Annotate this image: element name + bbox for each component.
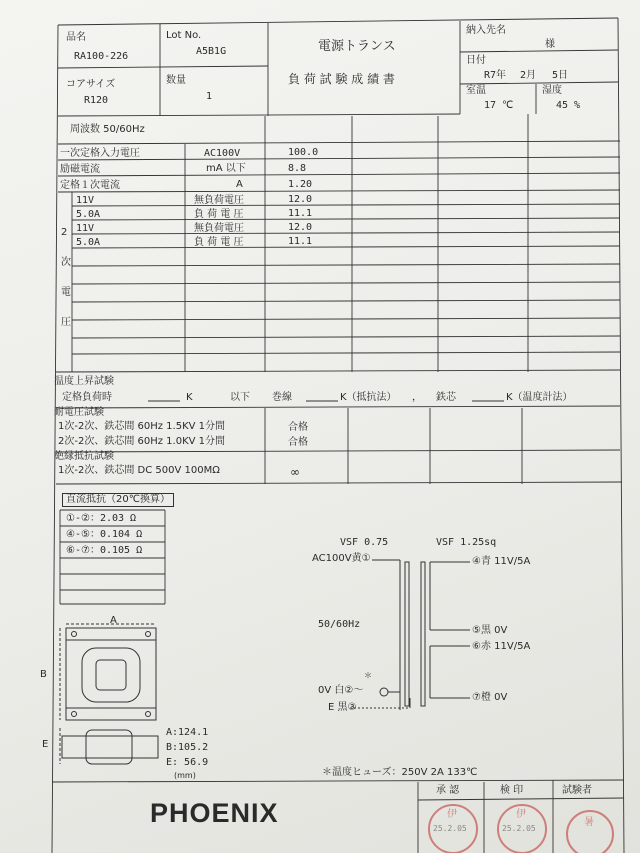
check-stamp-name: 伊: [516, 809, 526, 820]
secondary-row-2-label: 負 荷 電 圧: [194, 209, 244, 220]
primary-voltage-value: 100.0: [288, 147, 319, 158]
temp-test-core: 鉄芯: [436, 392, 456, 403]
wire-terminal-2: 0V 白②～: [318, 685, 364, 696]
dim-a-label: A: [110, 615, 117, 626]
primary-current-unit: A: [236, 179, 243, 190]
dim-a-value: A:124.1: [166, 727, 209, 738]
secondary-vlabel-3: 電: [61, 287, 71, 298]
dim-e-value: E: 56.9: [166, 757, 209, 768]
wire-terminal-3: E 黒③: [328, 702, 357, 713]
secondary-row-3-value: 12.0: [288, 222, 313, 233]
secondary-row-2-spec: 5.0A: [76, 209, 101, 220]
secondary-row-2-value: 11.1: [288, 208, 313, 219]
phoenix-logo: PHOENIX: [150, 798, 279, 828]
frequency-label: 周波数 50/60Hz: [70, 124, 145, 135]
dim-b-value: B:105.2: [166, 742, 209, 753]
dim-e-label: E: [42, 739, 49, 750]
primary-voltage-label: 一次定格入力電圧: [60, 148, 140, 159]
secondary-row-3-label: 無負荷電圧: [194, 223, 244, 234]
wire-fuse-mark: ＊: [364, 671, 372, 680]
lot-value: A5B1G: [196, 46, 227, 57]
excitation-current-unit: mA 以下: [206, 163, 246, 174]
secondary-row-4-label: 負 荷 電 圧: [194, 237, 244, 248]
wire-vsf-primary: VSF 0.75: [340, 537, 389, 548]
secondary-row-1-label: 無負荷電圧: [194, 195, 244, 206]
temp-test-title: 温度上昇試験: [54, 376, 114, 387]
temp-test-comma: ，: [412, 392, 422, 403]
dcr-row-3: ⑥‐⑦：0.105 Ω: [66, 545, 143, 556]
hv-test-result1: 合格: [288, 422, 308, 433]
secondary-vlabel-4: 圧: [61, 317, 71, 328]
temp-test-condition: 定格負荷時: [62, 392, 112, 403]
quantity-label: 数量: [166, 75, 186, 86]
core-size-value: R120: [84, 95, 109, 106]
temp-test-k1: K: [186, 392, 193, 403]
tester-label: 試験者: [562, 785, 592, 796]
temp-test-k3: K（温度計法）: [506, 392, 573, 403]
date-era: R7年: [484, 70, 507, 81]
excitation-current-value: 8.8: [288, 163, 307, 174]
hv-test-line2: 2次‐2次、鉄芯間 60Hz 1.0KV 1分間: [58, 436, 226, 447]
wire-terminal-4: ④青 11V/5A: [472, 556, 531, 567]
approval-stamp-name: 伊: [447, 809, 457, 820]
secondary-row-1-spec: 11V: [76, 195, 95, 206]
primary-current-value: 1.20: [288, 179, 313, 190]
hv-test-result2: 合格: [288, 437, 308, 448]
lot-label: Lot No.: [166, 30, 202, 41]
humidity-label: 湿度: [542, 85, 562, 96]
approve-label: 承 認: [436, 785, 460, 796]
temp-test-winding: 巻線: [272, 392, 292, 403]
ir-test-result: ∞: [290, 465, 300, 479]
check-label: 検 印: [500, 785, 524, 796]
wire-terminal-7: ⑦橙 0V: [472, 692, 508, 703]
customer-label: 納入先名: [466, 25, 506, 36]
room-temp-label: 室温: [466, 85, 486, 96]
date-month: 2月: [520, 70, 537, 81]
wire-vsf-secondary: VSF 1.25sq: [436, 537, 497, 548]
excitation-current-label: 励磁電流: [60, 164, 100, 175]
document-title: 電源トランス: [318, 39, 396, 54]
wire-terminal-6: ⑥赤 11V/5A: [472, 641, 531, 652]
customer-suffix: 様: [545, 39, 555, 50]
primary-voltage-unit: AC100V: [204, 148, 241, 159]
tester-stamp-name: 暑: [584, 817, 594, 828]
check-stamp: [497, 804, 547, 853]
secondary-row-4-spec: 5.0A: [76, 237, 101, 248]
primary-current-label: 定格１次電流: [60, 180, 120, 191]
wire-frequency: 50/60Hz: [318, 619, 361, 630]
date-label: 日付: [466, 55, 486, 66]
hv-test-title: 耐電圧試験: [54, 407, 104, 418]
ir-test-title: 絶縁抵抗試験: [54, 451, 114, 462]
dcr-row-1: ①‐②：2.03 Ω: [66, 513, 137, 524]
ir-test-line1: 1次‐2次、鉄芯間 DC 500V 100MΩ: [58, 465, 220, 476]
hv-test-line1: 1次‐2次、鉄芯間 60Hz 1.5KV 1分間: [58, 421, 226, 432]
tester-stamp: [566, 810, 614, 853]
room-temp-value: 17 ℃: [484, 100, 514, 111]
product-name-value: RA100-226: [74, 51, 129, 62]
secondary-vlabel-2: 次: [61, 257, 71, 268]
approval-stamp: [428, 804, 478, 853]
secondary-row-1-value: 12.0: [288, 194, 313, 205]
core-size-label: コアサイズ: [66, 79, 116, 90]
dcr-row-2: ④‐⑤：0.104 Ω: [66, 529, 143, 540]
product-name-label: 品名: [66, 32, 86, 43]
check-stamp-date: 25.2.05: [502, 824, 536, 833]
dim-b-label: B: [40, 669, 47, 680]
temp-test-k2: K（抵抗法）: [340, 392, 397, 403]
dcr-title: 直流抵抗（20℃換算）: [62, 493, 174, 507]
dim-unit: (mm): [174, 771, 196, 780]
temp-test-below: 以下: [230, 392, 250, 403]
wire-terminal-1: AC100V黄①: [312, 553, 371, 564]
thermal-fuse-note: ＊温度ヒューズ：250V 2A 133℃: [322, 767, 478, 778]
secondary-row-4-value: 11.1: [288, 236, 313, 247]
quantity-value: 1: [206, 91, 213, 102]
document-subtitle: 負 荷 試 験 成 績 書: [288, 72, 395, 86]
wire-terminal-5: ⑤黒 0V: [472, 625, 508, 636]
humidity-value: 45 %: [556, 100, 581, 111]
approval-stamp-date: 25.2.05: [433, 824, 467, 833]
date-day: 5日: [552, 70, 569, 81]
secondary-vlabel-1: 2: [61, 227, 68, 238]
secondary-row-3-spec: 11V: [76, 223, 95, 234]
